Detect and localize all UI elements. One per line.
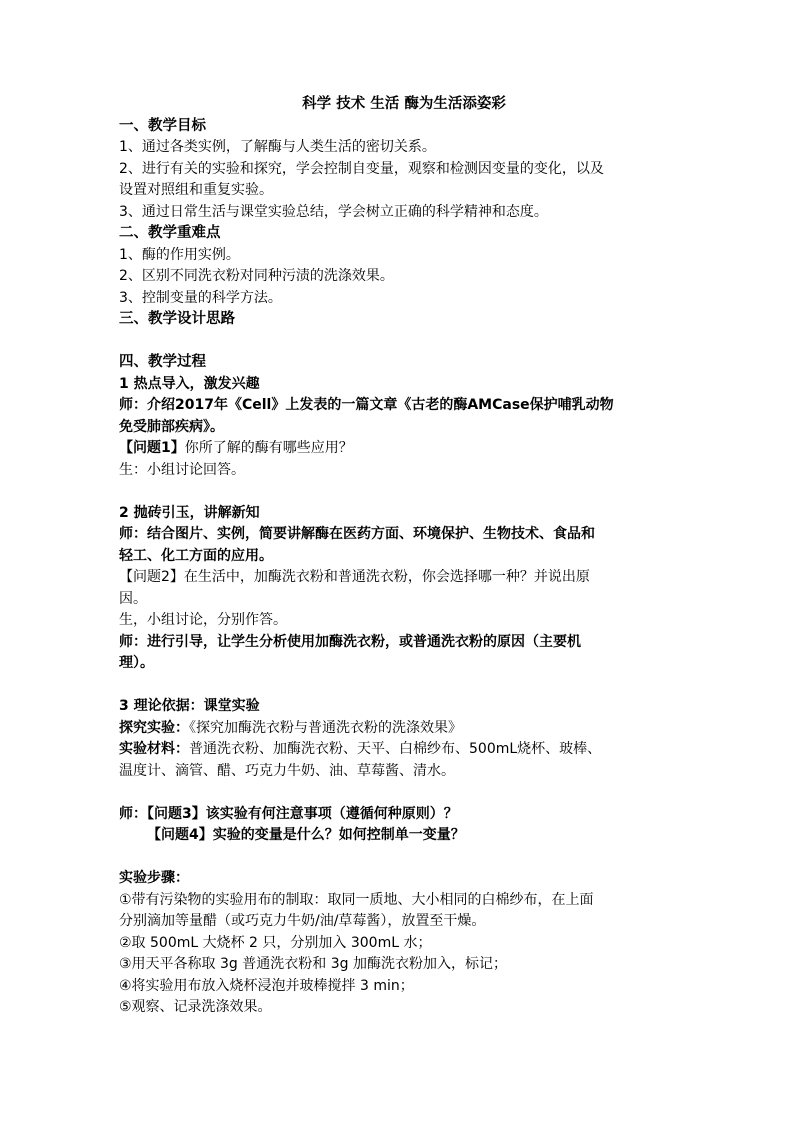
section-heading-process: 四、教学过程 <box>119 354 206 370</box>
materials-label: 实验材料： <box>119 741 189 757</box>
materials-line <box>119 739 679 761</box>
teacher-line: 理）。 <box>119 655 154 671</box>
objective-item: 3、通过日常生活与课堂实验总结，学会树立正确的科学精神和态度。 <box>119 203 548 220</box>
question-2-line: 因。 <box>119 590 147 607</box>
step-line: ①带有污染物的实验用布的制取：取同一质地、大小相同的白棉纱布，在上面 <box>119 891 594 908</box>
teacher-line: 轻工、化工方面的应用。 <box>119 547 273 564</box>
question-1 <box>119 438 679 460</box>
question-3-line <box>119 804 679 826</box>
materials-line: 温度计、滴管、醋、巧克力牛奶、油、草莓酱、清水。 <box>119 762 455 779</box>
section-heading-design: 三、教学设计思路 <box>119 311 235 327</box>
section-heading-key-points: 二、教学重难点 <box>119 225 221 241</box>
student-line: 生：小组讨论回答。 <box>119 461 245 478</box>
spacer <box>119 675 679 697</box>
teacher-line: 师：进行引导，让学生分析使用加酶洗衣粉，或普通洗衣粉的原因（主要机 <box>119 633 581 650</box>
explore-label: 探究实验： <box>119 719 189 736</box>
objective-item: 设置对照组和重复实验。 <box>119 182 273 198</box>
part-heading-experiment: 3 理论依据：课堂实验 <box>119 698 260 714</box>
question-1-text: 你所了解的酶有哪些应用？ <box>184 440 353 456</box>
part-heading-intro: 1 热点导入，激发兴趣 <box>119 375 260 392</box>
document-page <box>119 94 679 1019</box>
question-2-line: 【问题2】在生活中，加酶洗衣粉和普通洗衣粉，你会选择哪一种？并说出原 <box>119 569 590 585</box>
key-point-item: 3、控制变量的科学方法。 <box>119 289 282 306</box>
materials-text: 普通洗衣粉、加酶洗衣粉、天平、白棉纱布、500mL烧杯、玻棒、 <box>189 741 602 757</box>
spacer <box>119 331 679 353</box>
step-line: ③用天平各称取 3g 普通洗衣粉和 3g 加酶洗衣粉加入，标记； <box>119 956 507 972</box>
student-line: 生，小组讨论，分别作答。 <box>119 612 287 628</box>
teacher-line: 师：介绍2017年《Cell》上发表的一篇文章《古老的酶AMCase保护哺乳动物 <box>119 397 614 413</box>
spacer <box>119 782 679 804</box>
key-point-item: 1、酶的作用实例。 <box>119 246 240 263</box>
step-line: 分别滴加等量醋（或巧克力牛奶/油/草莓酱），放置至干燥。 <box>119 913 486 929</box>
explore-line <box>119 718 679 740</box>
explore-text: 《探究加酶洗衣粉与普通洗衣粉的洗涤效果》 <box>189 719 462 736</box>
part-heading-new-knowledge: 2 抛砖引玉，讲解新知 <box>119 504 260 521</box>
key-point-item: 2、区别不同洗衣粉对同种污渍的洗涤效果。 <box>119 268 394 284</box>
document-title: 科学 技术 生活 酶为生活添姿彩 <box>302 96 506 112</box>
section-heading-objectives: 一、教学目标 <box>119 117 206 134</box>
step-line: ④将实验用布放入烧杯浸泡并玻棒搅拌 3 min； <box>119 977 414 994</box>
step-line: ⑤观察、记录洗涤效果。 <box>119 999 272 1015</box>
question-4: 【问题4】实验的变量是什么？如何控制单一变量？ <box>147 827 465 843</box>
teacher-label: 师： <box>119 805 147 822</box>
spacer <box>119 481 679 503</box>
steps-heading: 实验步骤： <box>119 870 189 886</box>
question-1-label: 【问题1】 <box>119 440 185 456</box>
teacher-line: 师：结合图片、实例，简要讲解酶在医药方面、环境保护、生物技术、食品和 <box>119 526 595 542</box>
step-line: ②取 500mL 大烧杯 2 只，分别加入 300mL 水； <box>119 934 432 951</box>
objective-item: 2、进行有关的实验和探究，学会控制自变量，观察和检测因变量的变化，以及 <box>119 160 604 177</box>
spacer <box>119 847 679 869</box>
teacher-line: 免受肺部疾病》。 <box>119 418 224 435</box>
objective-item: 1、通过各类实例，了解酶与人类生活的密切关系。 <box>119 139 436 155</box>
question-3: 【问题3】该实验有何注意事项（遵循何种原则）？ <box>147 805 458 822</box>
